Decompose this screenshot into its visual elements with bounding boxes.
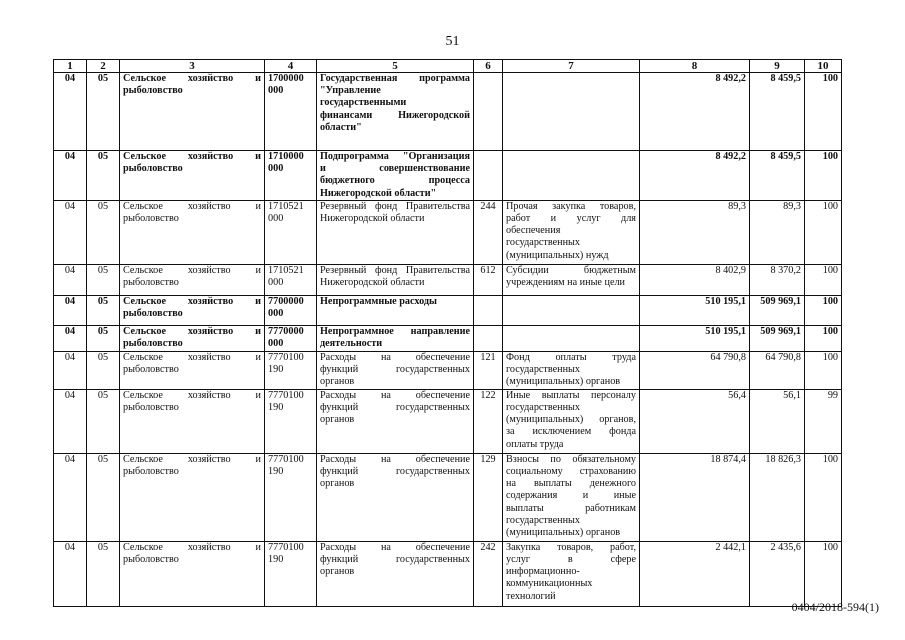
cell-plan-amount: 64 790,8 [640, 351, 750, 389]
cell-target-article [265, 325, 317, 351]
table-row [54, 325, 842, 351]
cell-section-name-line: рыболовство [123, 338, 183, 350]
cell-plan-amount: 8 492,2 [640, 73, 750, 151]
cell-expense-name-line: коммуникационных [506, 578, 593, 590]
cell-article-name-line: Государственная программа [320, 73, 470, 84]
column-header-7: 7 [503, 60, 640, 73]
cell-expense-name [503, 389, 640, 453]
cell-target-article-line: 7770100 [268, 541, 304, 553]
cell-expense-type: 244 [474, 200, 503, 264]
cell-expense-name-line: учреждениям на иные цели [506, 277, 626, 289]
cell-section-code: 04 [54, 351, 87, 389]
cell-section-code: 04 [54, 541, 87, 606]
cell-article-name-line: Резервный фонд Правительства [320, 200, 470, 212]
cell-expense-name-line: государственных [506, 364, 580, 376]
column-header-5: 5 [317, 60, 474, 73]
cell-section-name-line: Сельское хозяйство и [123, 264, 261, 276]
cell-section-name-line: Сельское хозяйство и [123, 295, 261, 307]
cell-plan-amount: 510 195,1 [640, 295, 750, 325]
cell-article-name-line: Нижегородской области [320, 213, 425, 225]
cell-expense-name-line: информационно- [506, 566, 580, 578]
table-body [54, 73, 842, 607]
column-header-4: 4 [265, 60, 317, 73]
cell-article-name [317, 351, 474, 389]
cell-article-name-line: "Управление [320, 85, 381, 97]
cell-section-name-line: рыболовство [123, 364, 179, 376]
table-row [54, 389, 842, 453]
cell-actual-amount: 8 370,2 [750, 264, 805, 295]
cell-actual-amount: 509 969,1 [750, 295, 805, 325]
cell-target-article-line: 190 [268, 466, 284, 478]
cell-article-name-line: функций государственных [320, 364, 470, 376]
cell-article-name-line: Непрограммные расходы [320, 295, 437, 307]
cell-expense-type: 121 [474, 351, 503, 389]
cell-plan-amount: 56,4 [640, 389, 750, 453]
column-header-2: 2 [87, 60, 120, 73]
table-row [54, 200, 842, 264]
cell-target-article-line: 000 [268, 213, 284, 225]
cell-execution-percent: 100 [805, 295, 842, 325]
cell-expense-name [503, 351, 640, 389]
column-header-6: 6 [474, 60, 503, 73]
cell-article-name-line: деятельности [320, 338, 383, 350]
cell-target-article [265, 73, 317, 151]
cell-expense-type: 122 [474, 389, 503, 453]
cell-target-article-line: 7770000 [268, 325, 304, 337]
cell-section-name-line: Сельское хозяйство и [123, 351, 261, 363]
column-header-8: 8 [640, 60, 750, 73]
cell-expense-name-line: государственных [506, 237, 580, 249]
cell-target-article [265, 200, 317, 264]
cell-expense-name [503, 264, 640, 295]
cell-execution-percent: 100 [805, 325, 842, 351]
cell-expense-name-line: государственных [506, 514, 580, 526]
cell-article-name [317, 453, 474, 541]
cell-execution-percent: 100 [805, 200, 842, 264]
cell-expense-type [474, 295, 503, 325]
cell-target-article [265, 295, 317, 325]
cell-article-name-line: Расходы на обеспечение [320, 389, 470, 401]
cell-expense-name-line: Субсидии бюджетным [506, 264, 636, 276]
cell-target-article-line: 7700000 [268, 295, 304, 307]
cell-expense-name-line: (муниципальных) нужд [506, 249, 609, 261]
cell-subsection-code: 05 [87, 151, 120, 201]
cell-target-article-line: 7770100 [268, 351, 304, 363]
cell-expense-name-line: (муниципальных) органов, [506, 414, 636, 426]
cell-expense-name [503, 541, 640, 606]
cell-article-name [317, 151, 474, 201]
cell-section-name [120, 453, 265, 541]
column-header-1: 1 [54, 60, 87, 73]
cell-subsection-code: 05 [87, 200, 120, 264]
cell-target-article-line: 000 [268, 85, 284, 97]
cell-plan-amount: 8 492,2 [640, 151, 750, 201]
cell-execution-percent: 100 [805, 264, 842, 295]
cell-expense-type: 612 [474, 264, 503, 295]
cell-article-name-line: Расходы на обеспечение [320, 453, 470, 465]
cell-section-name-line: Сельское хозяйство и [123, 541, 261, 553]
cell-plan-amount: 510 195,1 [640, 325, 750, 351]
budget-table [53, 59, 842, 607]
cell-section-code: 04 [54, 325, 87, 351]
cell-expense-name-line: Взносы по обязательному [506, 453, 636, 465]
cell-plan-amount: 8 402,9 [640, 264, 750, 295]
cell-section-name-line: рыболовство [123, 308, 183, 320]
cell-target-article [265, 541, 317, 606]
cell-target-article [265, 389, 317, 453]
table-row [54, 73, 842, 151]
cell-expense-name-line: за исключением фонда [506, 426, 636, 438]
cell-section-name-line: рыболовство [123, 402, 179, 414]
cell-section-name [120, 325, 265, 351]
cell-section-name [120, 541, 265, 606]
table-row [54, 453, 842, 541]
cell-article-name-line: функций государственных [320, 554, 470, 566]
cell-target-article-line: 000 [268, 277, 284, 289]
cell-execution-percent: 100 [805, 453, 842, 541]
cell-section-name [120, 200, 265, 264]
cell-article-name-line: государственными [320, 97, 407, 109]
cell-section-name-line: Сельское хозяйство и [123, 151, 261, 162]
cell-target-article-line: 190 [268, 402, 284, 414]
cell-expense-name-line: Иные выплаты персоналу [506, 389, 636, 401]
cell-section-name [120, 151, 265, 201]
cell-section-name [120, 389, 265, 453]
cell-article-name [317, 325, 474, 351]
cell-execution-percent: 100 [805, 73, 842, 151]
cell-article-name-line: органов [320, 376, 355, 388]
cell-subsection-code: 05 [87, 351, 120, 389]
cell-article-name [317, 389, 474, 453]
cell-subsection-code: 05 [87, 453, 120, 541]
cell-expense-type [474, 151, 503, 201]
cell-expense-name-line: Закупка товаров, работ, [506, 541, 636, 553]
cell-target-article-line: 000 [268, 308, 284, 320]
table-row [54, 295, 842, 325]
cell-article-name [317, 295, 474, 325]
cell-expense-name [503, 73, 640, 151]
cell-section-name [120, 351, 265, 389]
cell-expense-name-line: услуг в сфере [506, 554, 636, 566]
cell-section-name-line: Сельское хозяйство и [123, 325, 261, 337]
cell-article-name-line: и совершенствование [320, 163, 470, 175]
table-row [54, 541, 842, 606]
cell-expense-name-line: государственных [506, 402, 580, 414]
cell-article-name [317, 541, 474, 606]
cell-article-name-line: области" [320, 121, 362, 133]
cell-section-code: 04 [54, 453, 87, 541]
cell-expense-name-line: (муниципальных) органов [506, 527, 621, 539]
cell-target-article-line: 190 [268, 364, 284, 376]
cell-section-name-line: Сельское хозяйство и [123, 389, 261, 401]
cell-actual-amount: 509 969,1 [750, 325, 805, 351]
cell-article-name-line: финансами Нижегородской [320, 109, 470, 121]
cell-section-name-line: рыболовство [123, 554, 179, 566]
cell-target-article-line: 1710521 [268, 200, 304, 212]
cell-target-article [265, 151, 317, 201]
cell-article-name-line: Нижегородской области" [320, 187, 437, 199]
cell-section-code: 04 [54, 73, 87, 151]
cell-section-name-line: рыболовство [123, 277, 179, 289]
cell-subsection-code: 05 [87, 325, 120, 351]
cell-article-name [317, 264, 474, 295]
cell-target-article [265, 453, 317, 541]
cell-execution-percent: 99 [805, 389, 842, 453]
cell-actual-amount: 56,1 [750, 389, 805, 453]
cell-target-article [265, 351, 317, 389]
cell-target-article-line: 000 [268, 163, 284, 175]
table-row [54, 351, 842, 389]
cell-section-code: 04 [54, 264, 87, 295]
cell-actual-amount: 18 826,3 [750, 453, 805, 541]
cell-expense-name-line: содержания и иные [506, 490, 636, 502]
cell-expense-name-line: на выплаты денежного [506, 478, 636, 490]
cell-target-article-line: 190 [268, 554, 284, 566]
table-row [54, 264, 842, 295]
cell-article-name-line: Резервный фонд Правительства [320, 264, 470, 276]
cell-plan-amount: 2 442,1 [640, 541, 750, 606]
cell-subsection-code: 05 [87, 73, 120, 151]
cell-article-name [317, 200, 474, 264]
cell-expense-type: 242 [474, 541, 503, 606]
cell-expense-type [474, 73, 503, 151]
cell-expense-name-line: Прочая закупка товаров, [506, 200, 636, 212]
cell-expense-name-line: социальному страхованию [506, 466, 636, 478]
column-header-10: 10 [805, 60, 842, 73]
cell-article-name-line: Подпрограмма "Организация [320, 151, 470, 162]
cell-execution-percent: 100 [805, 151, 842, 201]
cell-section-name [120, 73, 265, 151]
cell-expense-name-line: обеспечения [506, 225, 561, 237]
cell-section-name [120, 264, 265, 295]
cell-section-name-line: Сельское хозяйство и [123, 453, 261, 465]
cell-article-name-line: органов [320, 478, 355, 490]
cell-plan-amount: 89,3 [640, 200, 750, 264]
cell-expense-type: 129 [474, 453, 503, 541]
cell-expense-name-line: оплаты труда [506, 438, 564, 450]
cell-section-code: 04 [54, 151, 87, 201]
cell-section-name-line: рыболовство [123, 466, 179, 478]
cell-expense-name [503, 453, 640, 541]
cell-section-code: 04 [54, 200, 87, 264]
cell-section-name-line: Сельское хозяйство и [123, 73, 261, 84]
column-header-9: 9 [750, 60, 805, 73]
cell-actual-amount: 89,3 [750, 200, 805, 264]
cell-expense-type [474, 325, 503, 351]
cell-target-article-line: 7770100 [268, 389, 304, 401]
cell-article-name-line: Нижегородской области [320, 277, 425, 289]
cell-article-name-line: Расходы на обеспечение [320, 541, 470, 553]
cell-execution-percent: 100 [805, 541, 842, 606]
cell-article-name-line: органов [320, 414, 355, 426]
cell-actual-amount: 8 459,5 [750, 151, 805, 201]
cell-actual-amount: 8 459,5 [750, 73, 805, 151]
cell-article-name [317, 73, 474, 151]
cell-article-name-line: функций государственных [320, 466, 470, 478]
document-code: 0404/2018-594(1) [791, 600, 879, 614]
cell-actual-amount: 2 435,6 [750, 541, 805, 606]
cell-article-name-line: функций государственных [320, 402, 470, 414]
cell-article-name-line: бюджетного процесса [320, 175, 470, 187]
cell-expense-name-line: (муниципальных) органов [506, 376, 621, 388]
cell-section-code: 04 [54, 295, 87, 325]
cell-execution-percent: 100 [805, 351, 842, 389]
cell-subsection-code: 05 [87, 264, 120, 295]
cell-expense-name [503, 200, 640, 264]
cell-target-article-line: 000 [268, 338, 284, 350]
cell-section-code: 04 [54, 389, 87, 453]
cell-actual-amount: 64 790,8 [750, 351, 805, 389]
cell-plan-amount: 18 874,4 [640, 453, 750, 541]
cell-expense-name [503, 151, 640, 201]
cell-section-name [120, 295, 265, 325]
cell-section-name-line: рыболовство [123, 163, 183, 175]
cell-article-name-line: Непрограммное направление [320, 325, 470, 337]
cell-target-article-line: 1710000 [268, 151, 304, 162]
cell-section-name-line: Сельское хозяйство и [123, 200, 261, 212]
table-row [54, 151, 842, 201]
cell-expense-name-line: выплаты работникам [506, 502, 636, 514]
cell-target-article-line: 7770100 [268, 453, 304, 465]
column-header-3: 3 [120, 60, 265, 73]
cell-subsection-code: 05 [87, 389, 120, 453]
cell-article-name-line: Расходы на обеспечение [320, 351, 470, 363]
cell-target-article [265, 264, 317, 295]
cell-target-article-line: 1710521 [268, 264, 304, 276]
cell-subsection-code: 05 [87, 541, 120, 606]
cell-target-article-line: 1700000 [268, 73, 304, 84]
cell-expense-name [503, 325, 640, 351]
cell-subsection-code: 05 [87, 295, 120, 325]
header-row [54, 60, 842, 73]
cell-expense-name-line: Фонд оплаты труда [506, 351, 636, 363]
cell-article-name-line: органов [320, 566, 355, 578]
cell-expense-name [503, 295, 640, 325]
cell-section-name-line: рыболовство [123, 213, 179, 225]
cell-expense-name-line: работ и услуг для [506, 213, 636, 225]
page-number: 51 [445, 34, 460, 49]
cell-section-name-line: рыболовство [123, 85, 183, 97]
cell-expense-name-line: технологий [506, 590, 556, 602]
